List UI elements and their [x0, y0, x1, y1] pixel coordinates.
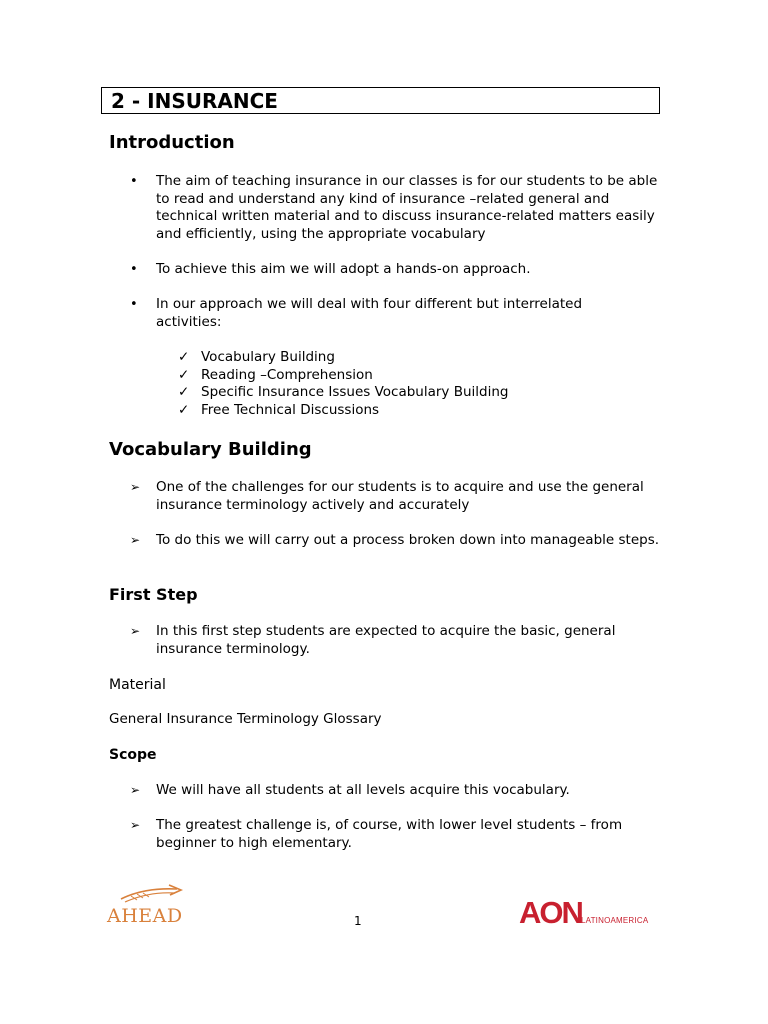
activity-item-1 [178, 349, 335, 367]
first-step-item-1 [130, 623, 630, 658]
scope-item-2 [130, 817, 630, 852]
arrow-bullet-icon: ➢ [130, 480, 141, 494]
activity-item-3 [178, 384, 508, 402]
ahead-logo-text: AHEAD [107, 905, 183, 927]
scope-item-1-text: We will have all students at all levels acquire this vocabulary. [156, 782, 570, 798]
bullet-icon: • [130, 297, 138, 312]
scope-item-2-text: The greatest challenge is, of course, with lower level students – from beginner to high elementary. [156, 817, 623, 851]
aon-logo-subtext: LATINOAMERICA [581, 916, 649, 925]
activity-item-1-text: Vocabulary Building [201, 349, 335, 365]
arrow-bullet-icon: ➢ [130, 533, 141, 547]
intro-bullet-3 [130, 296, 600, 331]
activity-item-4 [178, 402, 379, 420]
arrow-bullet-icon: ➢ [130, 783, 141, 797]
first-step-heading: First Step [109, 585, 198, 604]
activity-item-2-text: Reading –Comprehension [201, 367, 373, 383]
bullet-icon: • [130, 174, 138, 189]
intro-bullet-2-text: To achieve this aim we will adopt a hands-on approach. [156, 261, 531, 277]
material-heading: Material [109, 677, 166, 693]
vocab-item-1 [130, 479, 670, 514]
introduction-heading: Introduction [109, 132, 235, 153]
activity-item-2 [178, 367, 373, 385]
ahead-arrow-icon [107, 883, 189, 907]
bullet-icon: • [130, 262, 138, 277]
intro-bullet-1-text: The aim of teaching insurance in our classes is for our students to be able to read and understand any kind of insurance –related general and technical written material and to discuss insurance-related matters easily and efficiently, using the appropriate vocabulary [156, 173, 658, 242]
check-icon: ✓ [178, 402, 190, 418]
intro-bullet-3-text: In our approach we will deal with four different but interrelated activities: [156, 296, 583, 330]
intro-bullet-1 [130, 173, 670, 243]
vocab-item-1-text: One of the challenges for our students is to acquire and use the general insurance terminology actively and accurately [156, 479, 644, 513]
activity-item-4-text: Free Technical Discussions [201, 402, 380, 418]
vocabulary-building-heading: Vocabulary Building [109, 439, 312, 460]
aon-logo-text: AON [519, 895, 582, 930]
intro-bullet-2 [130, 261, 670, 279]
check-icon: ✓ [178, 349, 190, 365]
scope-heading: Scope [109, 747, 157, 763]
page-number: 1 [354, 914, 362, 928]
ahead-logo [107, 883, 189, 929]
check-icon: ✓ [178, 367, 190, 383]
chapter-title: 2 - INSURANCE [111, 89, 278, 113]
check-icon: ✓ [178, 384, 190, 400]
material-text: General Insurance Terminology Glossary [109, 711, 382, 727]
vocab-item-2-text: To do this we will carry out a process broken down into manageable steps. [156, 532, 660, 548]
chapter-title-box [101, 87, 660, 114]
aon-logo [519, 896, 659, 930]
activity-item-3-text: Specific Insurance Issues Vocabulary Building [201, 384, 509, 400]
arrow-bullet-icon: ➢ [130, 818, 141, 832]
arrow-bullet-icon: ➢ [130, 624, 141, 638]
vocab-item-2 [130, 532, 670, 550]
scope-item-1 [130, 782, 670, 800]
first-step-item-1-text: In this first step students are expected to acquire the basic, general insurance terminology. [156, 623, 616, 657]
